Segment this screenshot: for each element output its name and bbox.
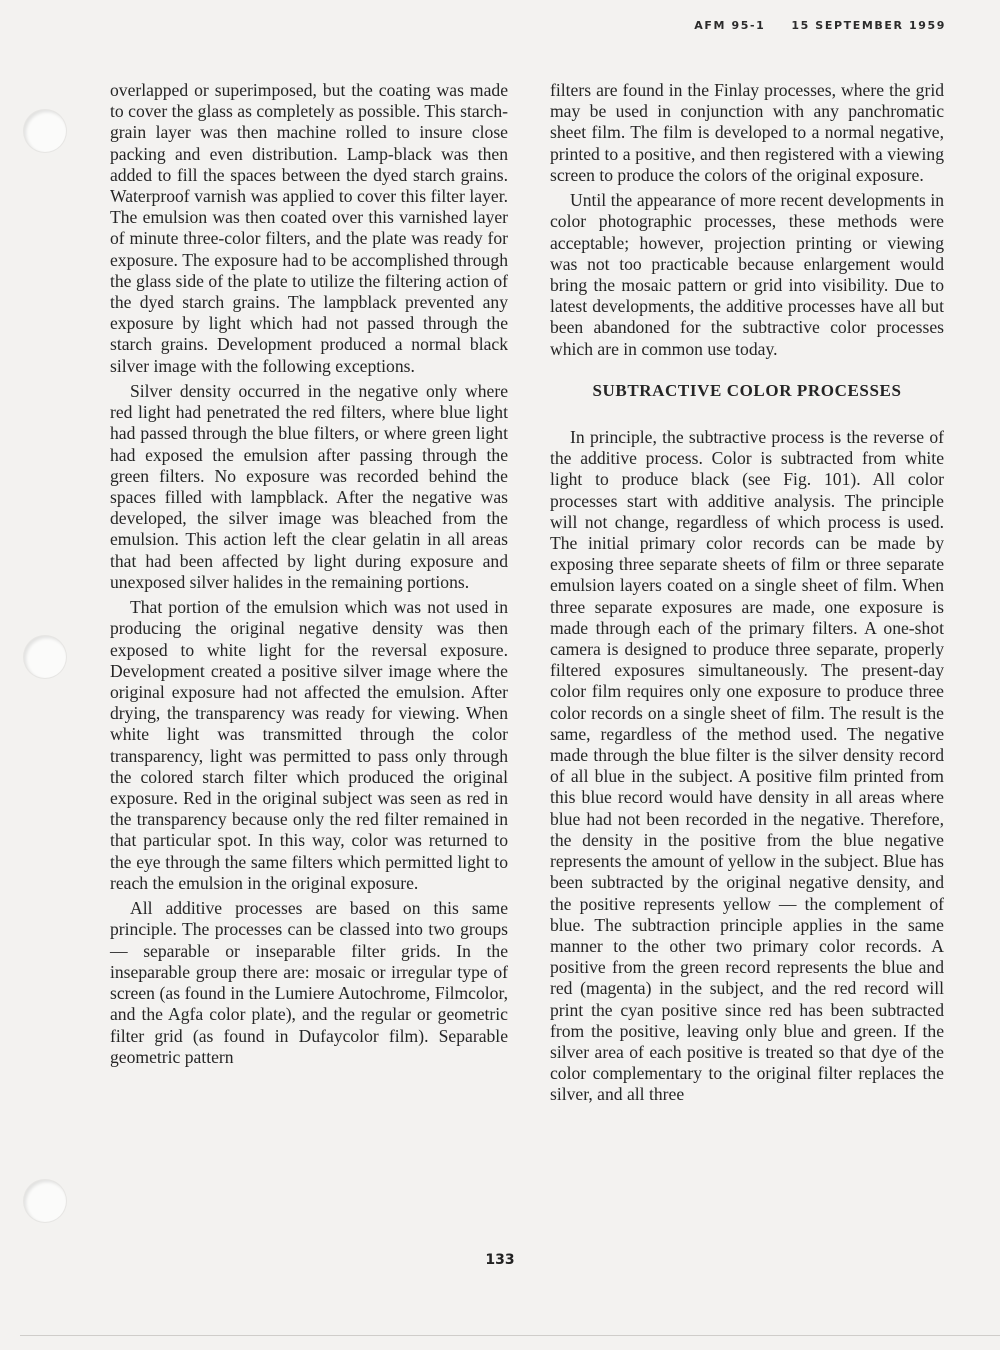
left-paragraph-3: That portion of the emulsion which was not used in producing the original negative density was then exposed to white light for the reversal exposure. Development created a positive silver image where the original exposure had not affected the emulsion. After drying, the transparency was ready for viewing. When white light was transmitted through the color transparency, light was permitted to pass only through the colored starch filter which produced the original exposure. Red in the original subject was seen as red in the transparency because only the red filter remained in that particular spot. In this way, color was returned to the eye through the same filters which permitted light to reach the emulsion in the original exposure. xyxy=(110,597,508,893)
right-column xyxy=(550,80,944,1110)
left-paragraph-2: Silver density occurred in the negative only where red light had penetrated the red filters, where blue light had passed through the blue filters, or where green light had exposed the emulsion after passing through the green filters. No exposure was recorded behind the spaces filled with lampblack. After the negative was developed, the silver image was bleached from the emulsion. This action left the clear gelatin in all areas that had been affected by light during exposure and unexposed silver halides in the remaining portions. xyxy=(110,381,508,592)
right-paragraph-3: In principle, the subtractive process is the reverse of the additive process. Color is subtracted from white light to produce black (see Fig. 101). All color processes start with additive analysis. The principle will not change, regardless of which process is used. The initial primary color records can be made by exposing three separate sheets of film or three separate emulsion layers coated on a single sheet of film. When three separate exposures are made, one exposure is made through each of the primary filters. A one-shot camera is designed to produce three separate, properly filtered exposures simultaneously. The present-day color film requires only one exposure to produce three color records on a single sheet of film. The result is the same, regardless of the method used. The negative made through the blue filter is the silver density record of all blue in the subject. A positive film printed from this blue record would have density in all areas where blue had not been recorded in the negative. Therefore, the density in the positive from the blue negative represents the amount of yellow in the subject. Blue has been subtracted by the original negative density, and the positive represents yellow — the complement of blue. The subtraction principle applies in the same manner to the other two primary color records. A positive from the green record represents the blue and red (magenta) in the subject, and the red record will print the cyan positive since red has been subtracted from the positive, leaving only blue and green. If the silver area of each positive is treated so that dye of the color complementary to the original filter replaces the silver, and all three xyxy=(550,427,944,1105)
running-header xyxy=(694,19,946,32)
section-heading: SUBTRACTIVE COLOR PROCESSES xyxy=(592,380,902,400)
page-number: 133 xyxy=(485,1252,515,1268)
left-paragraph-4: All additive processes are based on this same principle. The processes can be classed into two groups — separable or inseparable filter grids. In the inseparable group there are: mosaic or irregular type of screen (as found in the Lumiere Autochrome, Filmcolor, and the Agfa color plate), and the regular or geometric filter grid (as found in Dufaycolor film). Separable geometric pattern xyxy=(110,898,508,1067)
page-edge-line xyxy=(20,1335,1000,1336)
left-column xyxy=(110,80,508,1072)
left-paragraph-1: overlapped or superimposed, but the coating was made to cover the glass as completely as possible. This starch-grain layer was then machine rolled to insure close packing and even distribution. Lamp-black was then added to fill the spaces between the dyed starch grains. Waterproof varnish was applied to cover this filter layer. The emulsion was then coated over this varnished layer of minute three-color filters, and the plate was ready for exposure. The exposure had to be accomplished through the glass side of the plate to utilize the filtering action of the dyed starch grains. The lampblack prevented any exposure by light which had not passed through the starch grains. Development produced a normal black silver image with the following exceptions. xyxy=(110,80,508,376)
right-paragraph-1: filters are found in the Finlay processes, where the grid may be used in conjunction with any panchromatic sheet film. The film is developed to a normal negative, printed to a positive, and then registered with a viewing screen to produce the colors of the original exposure. xyxy=(550,80,944,185)
header-date: 15 SEPTEMBER 1959 xyxy=(791,19,946,32)
right-paragraph-2: Until the appearance of more recent developments in color photographic processes, these methods were acceptable; however, projection printing or viewing was not too practicable because enlargement would bring the mosaic pattern or grid into visibility. Due to latest developments, the additive processes have all but been abandoned for the subtractive color processes which are in common use today. xyxy=(550,190,944,359)
punch-hole-bottom xyxy=(24,1180,66,1222)
punch-hole-top xyxy=(24,110,66,152)
punch-hole-middle xyxy=(24,636,66,678)
header-doc-id: AFM 95-1 xyxy=(694,19,766,32)
